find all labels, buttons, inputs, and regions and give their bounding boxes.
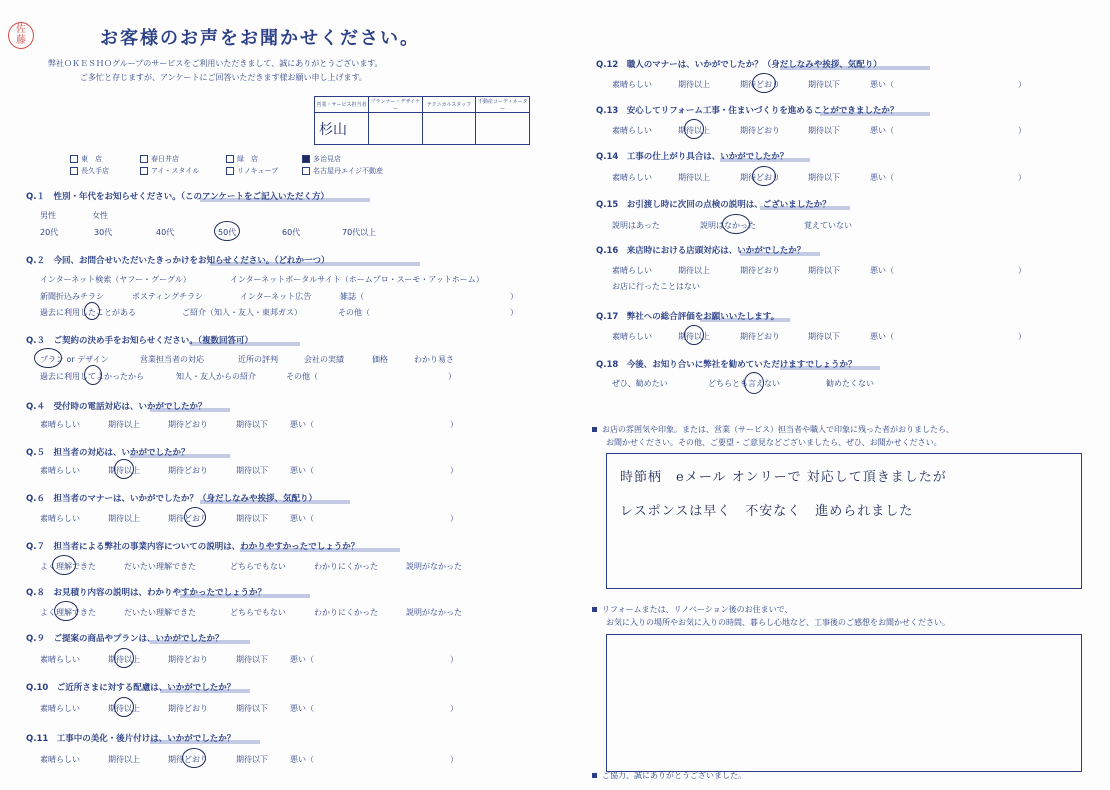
- q3-option-plan[interactable]: プラン or デザイン: [40, 355, 109, 364]
- q10-answer-circle: [114, 697, 134, 717]
- q14-option-below[interactable]: 期待以下: [808, 173, 840, 182]
- staff-header-technical: テクニカルスタッフ: [422, 97, 476, 113]
- q13-paren-close: ）: [1018, 126, 1026, 135]
- q7-option-unclear[interactable]: わかりにくかった: [314, 562, 378, 571]
- q12-option-excellent[interactable]: 素晴らしい: [612, 80, 652, 89]
- q9-answer-circle: [114, 648, 134, 668]
- store-label: 多治見店: [313, 155, 341, 163]
- q2-option-other[interactable]: その他（: [338, 308, 370, 317]
- stamp-text: 佐藤: [16, 24, 26, 46]
- question-14: Q.14 工事の仕上がり具合は、いかがでしたか？: [596, 152, 789, 162]
- q3-answer-circle-1: [34, 348, 62, 368]
- q3-option-friend[interactable]: 知人・友人からの紹介: [176, 372, 256, 381]
- q6-option-bad[interactable]: 悪い（: [290, 514, 314, 523]
- checkbox-icon: [70, 155, 78, 163]
- q10-option-bad[interactable]: 悪い（: [290, 704, 314, 713]
- q16-option-excellent[interactable]: 素晴らしい: [612, 266, 652, 275]
- q16-option-as-expected[interactable]: 期待どおり: [740, 266, 780, 275]
- q5-option-bad[interactable]: 悪い（: [290, 466, 314, 475]
- store-checkbox-8[interactable]: [302, 166, 383, 176]
- q12-option-bad[interactable]: 悪い（: [870, 80, 894, 89]
- q3-answer-circle-2: [84, 365, 102, 385]
- q9-paren-close: ）: [450, 655, 458, 664]
- store-checkbox-3[interactable]: [226, 154, 258, 164]
- q2-option-portal[interactable]: インターネットポータルサイト（ホームプロ・スーモ・アットホーム）: [230, 275, 484, 284]
- page-title: お客様のお声をお聞かせください。: [100, 28, 420, 49]
- q14-option-as-expected[interactable]: 期待どおり: [740, 173, 780, 182]
- q6-option-above[interactable]: 期待以上: [108, 514, 140, 523]
- q6-answer-circle: [184, 507, 206, 527]
- q2-option-past-use[interactable]: 過去に利用したことがある: [40, 308, 136, 317]
- q11-paren-close: ）: [450, 755, 458, 764]
- question-17: Q.17 弊社への総合評価をお願いいたします。: [596, 312, 780, 322]
- question-12: Q.12 職人のマナーは、いかがでしたか？（身だしなみや挨拶、気配り）: [596, 60, 882, 70]
- q3-option-other[interactable]: その他（: [286, 372, 318, 381]
- free-comment-box-2[interactable]: [606, 634, 1082, 772]
- q17-option-as-expected[interactable]: 期待どおり: [740, 332, 780, 341]
- q17-paren-close: ）: [1018, 332, 1026, 341]
- q12-option-below[interactable]: 期待以下: [808, 80, 840, 89]
- handwritten-comment-line-2: レスポンスは早く 不安なく 進められました: [620, 504, 914, 519]
- store-checkbox-7[interactable]: [226, 166, 278, 176]
- q16-option-never-visited[interactable]: お店に行ったことはない: [612, 282, 700, 291]
- question-15: Q.15 お引渡し時に次回の点検の説明は、ございましたか？: [596, 200, 831, 210]
- q8-option-neutral[interactable]: どちらでもない: [230, 608, 286, 617]
- question-7: Q.７ 担当者による弊社の事業内容についての説明は、わかりやすかったでしょうか？: [26, 542, 360, 552]
- q16-paren-close: ）: [1018, 266, 1026, 275]
- store-label: 名古屋丹エイジ不動産: [313, 167, 383, 175]
- square-bullet-icon: [592, 427, 597, 432]
- q9-option-below[interactable]: 期待以下: [236, 655, 268, 664]
- q4-option-bad[interactable]: 悪い（: [290, 420, 314, 429]
- q10-option-below[interactable]: 期待以下: [236, 704, 268, 713]
- q2-option-magazine[interactable]: 雑誌（: [340, 292, 364, 301]
- q6-paren-close: ）: [450, 514, 458, 523]
- q12-answer-circle: [752, 73, 776, 93]
- q1-option-60s[interactable]: 60代: [282, 228, 301, 237]
- free-comment-prompt-4: お気に入りの場所やお気に入りの時間、暮らし心地など、工事後のご感想をお聞かせください。: [606, 618, 950, 627]
- checkbox-icon: [226, 167, 234, 175]
- q17-answer-circle: [684, 325, 704, 345]
- q2-option-newspaper[interactable]: 新聞折込みチラシ: [40, 292, 104, 301]
- q9-option-above[interactable]: 期待以上: [108, 655, 140, 664]
- question-4: Q.４ 受付時の電話対応は、いかがでしたか？: [26, 402, 207, 412]
- staff-realestate-cell: [476, 113, 530, 145]
- q2-option-search[interactable]: インターネット検索（ヤフー・グーグル）: [40, 275, 191, 284]
- q13-option-below[interactable]: 期待以下: [808, 126, 840, 135]
- q5-option-as-expected[interactable]: 期待どおり: [168, 466, 208, 475]
- staff-header-realestate: 不動産コーディネーター: [476, 97, 530, 113]
- q14-option-bad[interactable]: 悪い（: [870, 173, 894, 182]
- question-16: Q.16 来店時における店頭対応は、いかがでしたか？: [596, 246, 806, 256]
- q8-option-none[interactable]: 説明がなかった: [406, 608, 462, 617]
- q14-option-excellent[interactable]: 素晴らしい: [612, 173, 652, 182]
- store-checkbox-4[interactable]: [302, 154, 341, 164]
- q7-option-mostly[interactable]: だいたい理解できた: [124, 562, 196, 571]
- q18-answer-circle: [744, 372, 764, 394]
- q2-paren-close-1: ）: [510, 292, 518, 301]
- staff-header-planner: プランナー・デザイナー: [368, 97, 422, 113]
- q12-option-above[interactable]: 期待以上: [678, 80, 710, 89]
- staff-sales-name: 杉山: [315, 113, 369, 145]
- q14-option-above[interactable]: 期待以上: [678, 173, 710, 182]
- question-3: Q.３ ご契約の決め手をお知らせください。（複数回答可）: [26, 336, 253, 346]
- store-label: 春日井店: [151, 155, 179, 163]
- q16-option-above[interactable]: 期待以上: [678, 266, 710, 275]
- q9-option-bad[interactable]: 悪い（: [290, 655, 314, 664]
- q11-option-bad[interactable]: 悪い（: [290, 755, 314, 764]
- q13-option-bad[interactable]: 悪い（: [870, 126, 894, 135]
- staff-planner-cell: [368, 113, 422, 145]
- q7-answer-circle: [52, 555, 76, 575]
- q3-option-results[interactable]: 会社の実績: [304, 355, 344, 364]
- q11-option-above[interactable]: 期待以上: [108, 755, 140, 764]
- q9-option-excellent[interactable]: 素晴らしい: [40, 655, 80, 664]
- q18-option-recommend[interactable]: ぜひ、勧めたい: [612, 379, 668, 388]
- square-bullet-icon: [592, 607, 597, 612]
- question-18: Q.18 今後、お知り合いに弊社を勧めていただけますでしょうか？: [596, 360, 857, 370]
- q17-option-excellent[interactable]: 素晴らしい: [612, 332, 652, 341]
- store-label: 緑 店: [237, 155, 258, 163]
- q1-option-male[interactable]: 男性: [40, 211, 56, 220]
- q18-option-neutral[interactable]: どちらとも言えない: [708, 379, 780, 388]
- checkbox-icon: [70, 167, 78, 175]
- free-comment-prompt-1: [592, 424, 954, 435]
- q15-option-dont-remember[interactable]: 覚えていない: [804, 221, 852, 230]
- question-1: Q.１ 性別・年代をお知らせください。（このアンケートをご記入いただく方）: [26, 192, 329, 202]
- q16-option-bad[interactable]: 悪い（: [870, 266, 894, 275]
- q9-option-as-expected[interactable]: 期待どおり: [168, 655, 208, 664]
- q14-answer-circle: [752, 166, 776, 186]
- question-10: Q.10 ご近所さまに対する配慮は、いかがでしたか？: [26, 683, 236, 693]
- store-label: 長久手店: [81, 167, 109, 175]
- q17-option-above[interactable]: 期待以上: [678, 332, 710, 341]
- q6-option-below[interactable]: 期待以下: [236, 514, 268, 523]
- q7-option-understood[interactable]: よく理解できた: [40, 562, 96, 571]
- q5-option-excellent[interactable]: 素晴らしい: [40, 466, 80, 475]
- q8-option-understood[interactable]: よく理解できた: [40, 608, 96, 617]
- question-6: Q.６ 担当者のマナーは、いかがでしたか？（身だしなみや挨拶、気配り）: [26, 494, 317, 504]
- store-label: アイ・スタイル: [151, 167, 200, 175]
- q7-option-none[interactable]: 説明がなかった: [406, 562, 462, 571]
- staff-table: [314, 96, 530, 145]
- q3-option-past[interactable]: 過去に利用してよかったから: [40, 372, 144, 381]
- q6-option-as-expected[interactable]: 期待どおり: [168, 514, 208, 523]
- store-label: 東 店: [81, 155, 102, 163]
- q11-option-below[interactable]: 期待以下: [236, 755, 268, 764]
- question-13: Q.13 安心してリフォーム工事・住まいづくりを進めることができましたか？: [596, 106, 899, 116]
- q5-paren-close: ）: [450, 466, 458, 475]
- q3-option-sales[interactable]: 営業担当者の対応: [140, 355, 204, 364]
- q5-option-below[interactable]: 期待以下: [236, 466, 268, 475]
- intro-line-2: ご多忙と存じますが、アンケートにご回答いただきます様お願い申し上げます。: [80, 73, 367, 82]
- q5-answer-circle: [114, 459, 134, 479]
- checkbox-icon: [140, 167, 148, 175]
- question-5: Q.５ 担当者の対応は、いかがでしたか？: [26, 448, 190, 458]
- q12-option-as-expected[interactable]: 期待どおり: [740, 80, 780, 89]
- prompt-text: リフォームまたは、リノベーション後のお住まいで、: [602, 605, 793, 614]
- q11-option-as-expected[interactable]: 期待どおり: [168, 755, 208, 764]
- q10-paren-close: ）: [450, 704, 458, 713]
- q3-paren-close: ）: [448, 372, 456, 381]
- q18-option-not-recommend[interactable]: 勧めたくない: [826, 379, 874, 388]
- q10-option-as-expected[interactable]: 期待どおり: [168, 704, 208, 713]
- q2-option-referral[interactable]: ご紹介（知人・友人・東邦ガス）: [182, 308, 302, 317]
- q4-option-as-expected[interactable]: 期待どおり: [168, 420, 208, 429]
- store-checkbox-6[interactable]: [140, 166, 199, 176]
- checkbox-icon: [226, 155, 234, 163]
- q13-option-as-expected[interactable]: 期待どおり: [740, 126, 780, 135]
- q15-option-not-explained[interactable]: 説明はなかった: [700, 221, 756, 230]
- q4-option-below[interactable]: 期待以下: [236, 420, 268, 429]
- q1-option-70s[interactable]: 70代以上: [342, 228, 377, 237]
- question-2: Q.２ 今回、お問合せいただいたきっかけをお知らせください。（どれか一つ）: [26, 256, 330, 266]
- q10-option-above[interactable]: 期待以上: [108, 704, 140, 713]
- q1-option-30s[interactable]: 30代: [94, 228, 113, 237]
- q3-option-price[interactable]: 価格: [372, 355, 388, 364]
- q14-paren-close: ）: [1018, 173, 1026, 182]
- q15-option-explained[interactable]: 説明はあった: [612, 221, 660, 230]
- name-stamp: [8, 22, 34, 49]
- q3-option-reputation[interactable]: 近所の評判: [238, 355, 278, 364]
- q2-paren-close-2: ）: [510, 308, 518, 317]
- q1-option-20s[interactable]: 20代: [40, 228, 59, 237]
- q8-option-unclear[interactable]: わかりにくかった: [314, 608, 378, 617]
- question-11: Q.11 工事中の美化・後片付けは、いかがでしたか？: [26, 734, 236, 744]
- q8-option-mostly[interactable]: だいたい理解できた: [124, 608, 196, 617]
- q13-option-above[interactable]: 期待以上: [678, 126, 710, 135]
- q2-option-web-ad[interactable]: インターネット広告: [240, 292, 312, 301]
- intro-line-1: 弊社ＯＫＥＳＨＯグループのサービスをご利用いただきまして、誠にありがとうございます。: [48, 59, 383, 68]
- q15-answer-circle: [722, 214, 750, 234]
- question-9: Q.９ ご提案の商品やプランは、いかがでしたか？: [26, 634, 224, 644]
- checkbox-icon: [302, 167, 310, 175]
- q7-option-neutral[interactable]: どちらでもない: [230, 562, 286, 571]
- store-label: リノキューブ: [237, 167, 279, 175]
- q8-answer-circle: [54, 601, 78, 621]
- q11-answer-circle: [182, 748, 206, 768]
- question-8: Q.８ お見積り内容の説明は、わかりやすかったでしょうか？: [26, 588, 266, 598]
- staff-technical-cell: [422, 113, 476, 145]
- q12-paren-close: ）: [1018, 80, 1026, 89]
- free-comment-prompt-3: [592, 604, 792, 615]
- q16-option-below[interactable]: 期待以下: [808, 266, 840, 275]
- q4-option-above[interactable]: 期待以上: [108, 420, 140, 429]
- store-checkbox-2[interactable]: [140, 154, 179, 164]
- handwritten-comment-line-1: 時節柄 eメール オンリーで 対応して頂きましたが: [620, 470, 947, 485]
- q3-option-clarity[interactable]: わかり易さ: [414, 355, 454, 364]
- q4-paren-close: ）: [450, 420, 458, 429]
- q11-option-excellent[interactable]: 素晴らしい: [40, 755, 80, 764]
- free-comment-prompt-2: お聞かせください。その他、ご要望・ご意見などございましたら、ぜひ、お聞かせください。: [606, 438, 942, 447]
- q1-answer-circle: [214, 221, 240, 241]
- q2-answer-circle: [84, 302, 100, 320]
- q1-option-40s[interactable]: 40代: [156, 228, 175, 237]
- q5-option-above[interactable]: 期待以上: [108, 466, 140, 475]
- q6-option-excellent[interactable]: 素晴らしい: [40, 514, 80, 523]
- store-checkbox-1[interactable]: [70, 154, 102, 164]
- q10-option-excellent[interactable]: 素晴らしい: [40, 704, 80, 713]
- q4-option-excellent[interactable]: 素晴らしい: [40, 420, 80, 429]
- square-bullet-icon: [592, 773, 597, 778]
- footer-thanks: [592, 770, 746, 781]
- prompt-text: お店の雰囲気や印象。または、営業（サービス）担当者や職人で印象に残った者がおりましたら、: [602, 425, 954, 434]
- store-checkbox-5[interactable]: [70, 166, 109, 176]
- checkbox-icon: [302, 155, 310, 163]
- q17-option-below[interactable]: 期待以下: [808, 332, 840, 341]
- q13-option-excellent[interactable]: 素晴らしい: [612, 126, 652, 135]
- staff-header-sales: 営業・サービス担当者: [315, 97, 369, 113]
- footer-text: ご協力、誠にありがとうございました。: [602, 771, 746, 780]
- q13-answer-circle: [684, 119, 704, 139]
- q17-option-bad[interactable]: 悪い（: [870, 332, 894, 341]
- checkbox-icon: [140, 155, 148, 163]
- q1-option-female[interactable]: 女性: [92, 211, 108, 220]
- q1-option-50s[interactable]: 50代: [218, 228, 237, 237]
- q2-option-posting[interactable]: ポスティングチラシ: [132, 292, 204, 301]
